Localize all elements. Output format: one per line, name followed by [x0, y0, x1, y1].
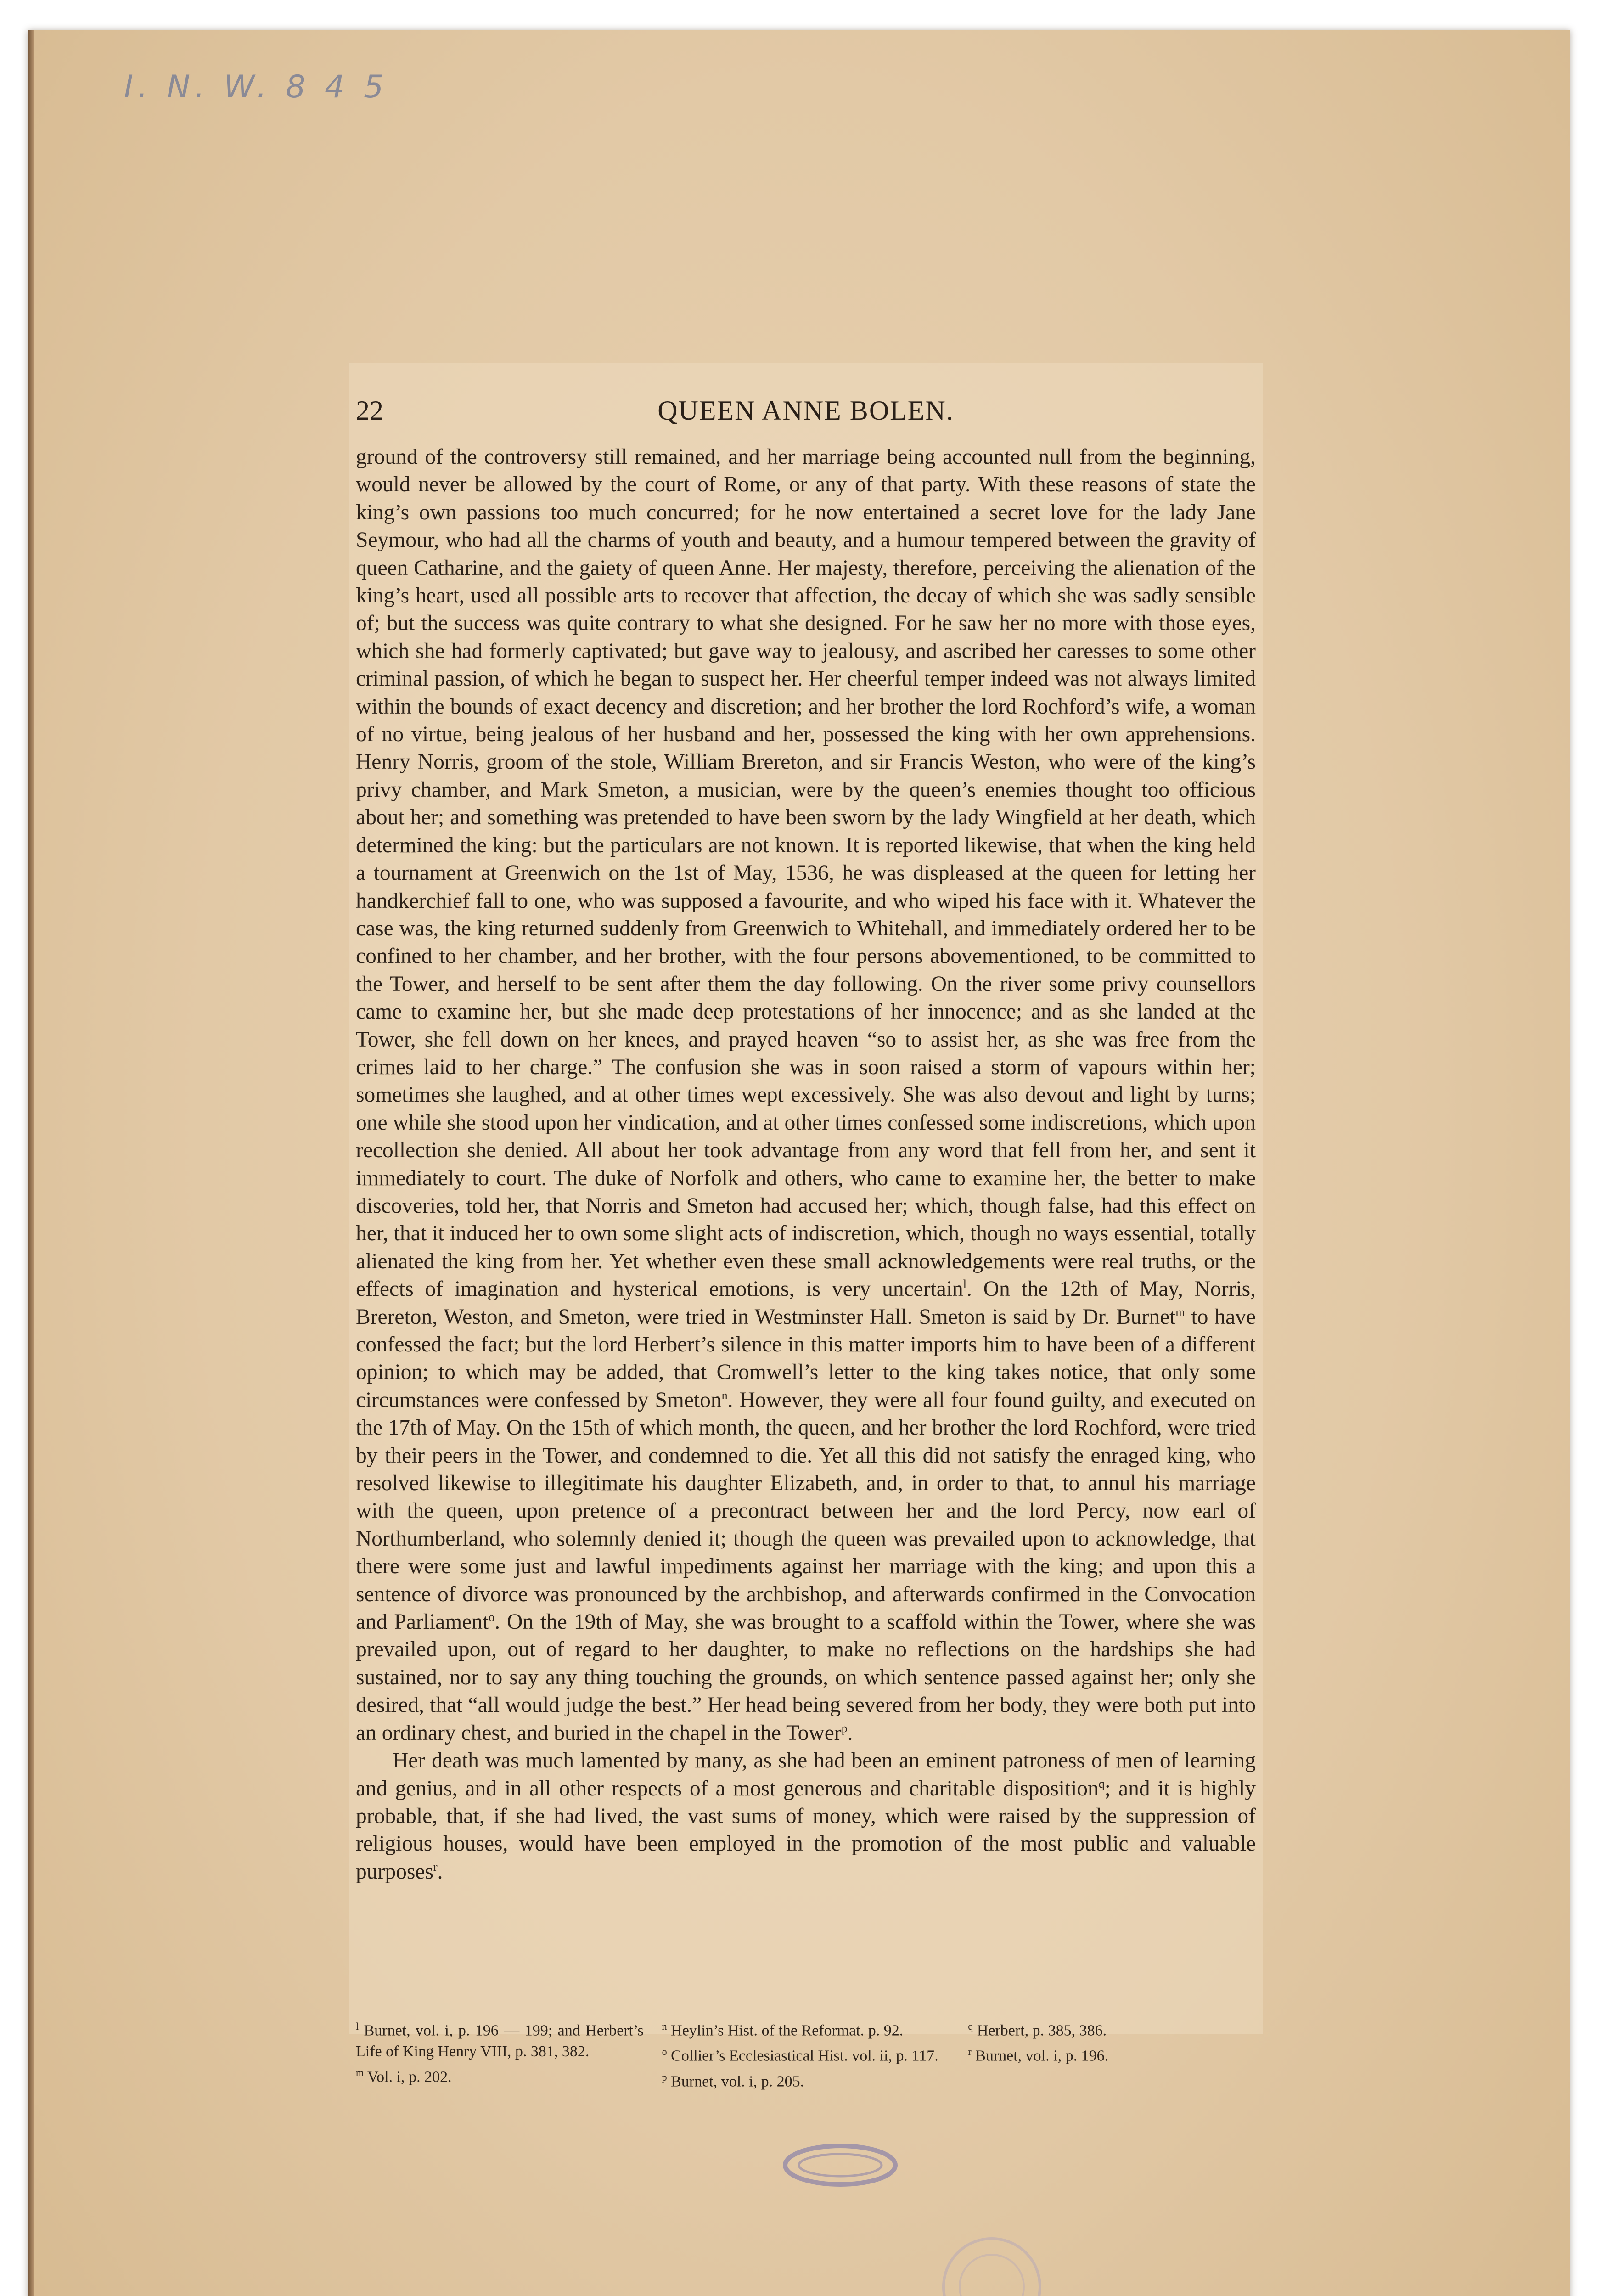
- footnote: [968, 2041, 1256, 2066]
- footnote-mark: m: [356, 2067, 364, 2079]
- page-header: [356, 395, 1256, 436]
- footnote: [662, 2016, 950, 2041]
- footnote-ref: m: [1175, 1305, 1185, 1319]
- text-run: to have confessed the fact; but the lord Herbert’s silence in this matter imports him to have been of a different opinion; to which may be added, that Cromwell’s letter to the king takes notice, that only some circumstances were confessed by Smeton: [356, 1305, 1256, 1412]
- text-run: ground of the controversy still remained, and her marriage being accounted null from the beginning, would never be allowed by the court of Rome, or any of that party. With these reasons of state the king’s own passions too much concurred; for he now entertained a secret love for the lady Jane Seymour, who had all the charms of youth and beauty, and a humour tempered between the gravity of queen Catharine, and the gaiety of queen Anne. Her majesty, therefore, perceiving the alienation of the king’s heart, used all possible arts to recover that affection, the decay of which she was sadly sensible of; but the success was quite contrary to what she designed. For he saw her no more with those eyes, which she had formerly captivated; but gave way to jealousy, and ascribed her caresses to some other criminal passion, of which he began to suspect her. Her cheerful temper indeed was not always limited within the bounds of exact decency and discretion; and her brother the lord Rochford’s wife, a woman of no virtue, being jealous of her husband and her, possessed the king with her own apprehensions. Henry Norris, groom of the stole, William Brereton, and sir Francis Weston, who were of the king’s privy chamber, and Mark Smeton, a musician, were by the queen’s enemies thought too officious about her; and something was pretended to have been sworn by the lady Wingfield at her death, which determined the king: but the particulars are not known. It is reported likewise, that when the king held a tournament at Greenwich on the 1st of May, 1536, he was displeased at the queen for letting her handkerchief fall to one, who was supposed a favourite, and who wiped his face with it. Whatever the case was, the king returned suddenly from Greenwich to Whitehall, and immediately ordered her to be confined to her chamber, and her brother, with the four persons abovementioned, to be committed to the Tower, and herself to be sent after them the day following. On the river some privy counsellors came to examine her, but she made deep protestations of her innocence; and as she landed at the Tower, she fell down on her knees, and prayed heaven “so to assist her, as she was free from the crimes laid to her charge.” The confusion she was in soon raised a storm of vapours within her; sometimes she laughed, and at other times wept excessively. She was also devout and light by turns; one while she stood upon her vindication, and at other times confessed some indiscretions, which upon recollection she denied. All about her took advantage from any word that fell from her, and sent it immediately to court. The duke of Norfolk and others, who came to examine her, the better to make discoveries, told her, that Norris and Smeton had accused her; which, though false, had this effect on her, that it induced her to own some slight acts of indiscretion, which, though no ways essential, totally alienated the king from her. Yet whether even these small acknowledgements were real truths, or the effects of imagination and hysterical emotions, is very uncertain: [356, 445, 1256, 1301]
- footnote-ref: n: [721, 1388, 728, 1402]
- library-stamp-small: [781, 2140, 900, 2190]
- catalog-mark: I. N. W. 8 4 5: [124, 69, 388, 105]
- footnote-ref: r: [433, 1860, 438, 1874]
- footnote-mark: o: [662, 2046, 667, 2058]
- footnotes: [356, 2016, 1256, 2092]
- footnote-text: Burnet, vol. i, p. 205.: [667, 2072, 804, 2090]
- footnote: [662, 2067, 950, 2092]
- text-run: . On the 12th of May, Norris, Brereton, Weston, and Smeton, were tried in Westminster Hall. Smeton is said by Dr. Burnet: [356, 1277, 1256, 1329]
- footnote-mark: p: [662, 2071, 667, 2083]
- paragraph: [356, 1747, 1256, 1885]
- footnote-mark: q: [968, 2020, 973, 2032]
- text-run: Her death was much lamented by many, as she had been an eminent patroness of men of learning and genius, and in all other respects of a most generous and charitable disposition: [356, 1749, 1256, 1801]
- footnote-mark: r: [968, 2046, 972, 2058]
- footnote-text: Heylin’s Hist. of the Reformat. p. 92.: [667, 2022, 904, 2039]
- text-run: .: [437, 1859, 443, 1884]
- footnote-text: Burnet, vol. i, p. 196.: [971, 2047, 1109, 2065]
- page-number: 22: [356, 395, 383, 426]
- footnote: [968, 2016, 1256, 2041]
- footnote-ref: o: [489, 1610, 495, 1624]
- footnote-ref: p: [841, 1721, 848, 1735]
- footnote-text: Herbert, p. 385, 386.: [973, 2022, 1107, 2039]
- footnote-mark: n: [662, 2020, 667, 2032]
- text-run: . On the 19th of May, she was brought to a scaffold within the Tower, where she was prevailed upon, out of regard to her daughter, to make no reflections on the hardships she had sustained, nor to say any thing touching the grounds, on which sentence passed against her; only she desired, that “all would judge the best.” Her head being severed from her body, they were both put into an ordinary chest, and buried in the chapel in the Tower: [356, 1610, 1256, 1745]
- footnote-text: Burnet, vol. i, p. 196 — 199; and Herbert’s Life of King Henry VIII, p. 381, 382.: [356, 2022, 644, 2060]
- text-run: .: [847, 1721, 853, 1745]
- footnote-ref: l: [963, 1277, 967, 1291]
- text-run: ; and it is highly probable, that, if she had lived, the vast sums of money, which were raised by the suppression of religious houses, would have been employed in the promotion of the most public and valuable purposes: [356, 1776, 1256, 1884]
- footnote-text: Vol. i, p. 202.: [364, 2068, 452, 2086]
- body-text: [356, 443, 1256, 1885]
- paragraph: [356, 443, 1256, 1747]
- footnote-ref: q: [1098, 1777, 1105, 1790]
- footnote: [662, 2041, 950, 2066]
- text-run: . However, they were all four found guilty, and executed on the 17th of May. On the 15th of which month, the queen, and her brother the lord Rochford, were tried by their peers in the Tower, and condemned to die. Yet all this did not satisfy the enraged king, who resolved likewise to illegitimate his daughter Elizabeth, and, in order to that, to annul his marriage with the queen, upon pretence of a precontract between her and the lord Percy, now earl of Northumberland, who solemnly denied it; though the queen was prevailed upon to acknowledge, that there were some just and lawful impediments against her marriage with the king; and upon this a sentence of divorce was pronounced by the archbishop, and afterwards confirmed in the Convocation and Parliament: [356, 1388, 1256, 1634]
- library-stamp-faint: [923, 2232, 1061, 2296]
- footnote-mark: l: [356, 2020, 359, 2032]
- running-title: QUEEN ANNE BOLEN.: [657, 395, 954, 426]
- footnote-text: Collier’s Ecclesiastical Hist. vol. ii, p. 117.: [667, 2047, 938, 2065]
- footnote: [356, 2062, 644, 2088]
- footnote: [356, 2016, 644, 2062]
